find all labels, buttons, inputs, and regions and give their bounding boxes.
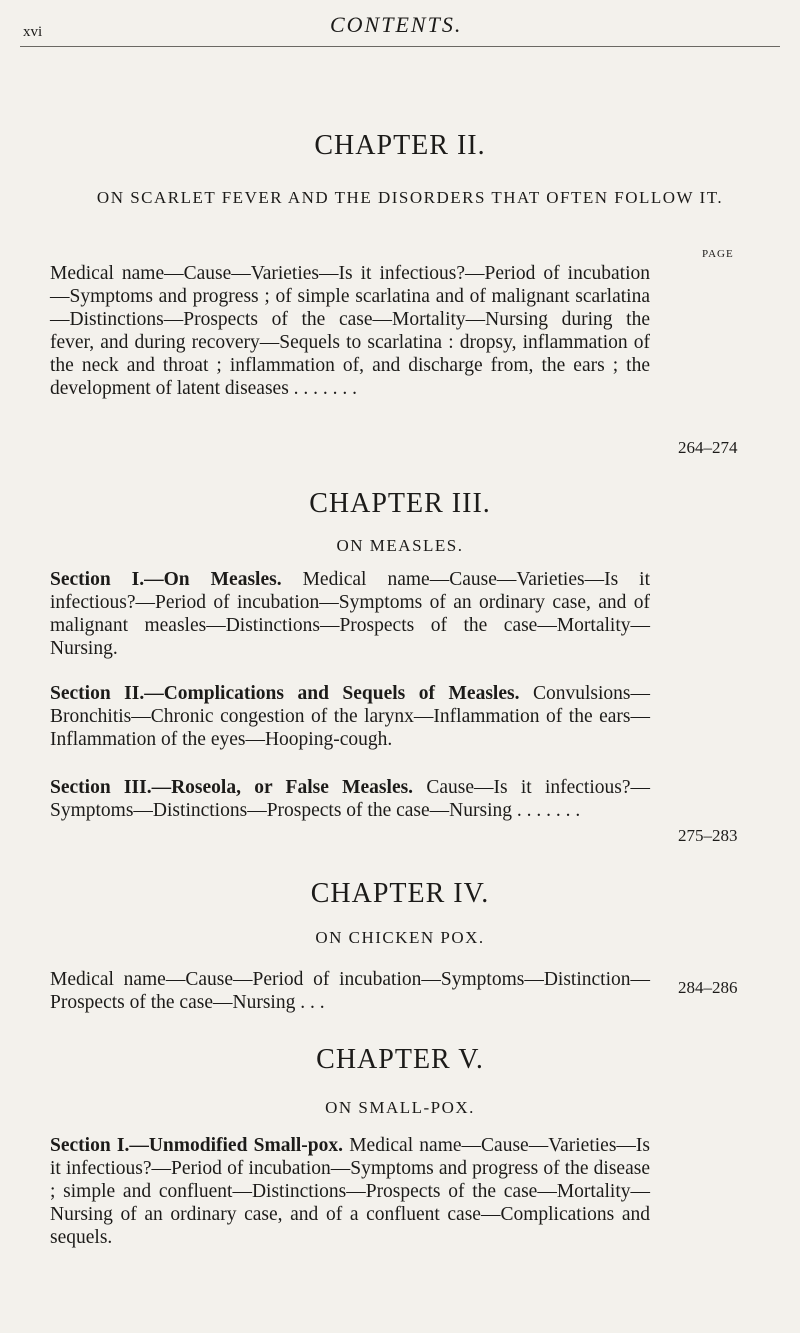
chapter-3-pages: 275–283 (678, 826, 738, 845)
chapter-3-subtitle: ON MEASLES. (336, 536, 464, 555)
section-lead: Section III.—Roseola, or False Measles. (50, 777, 414, 798)
section-lead: Section II.—Complications and Sequels of Measles. (50, 683, 520, 704)
chapter-2-subtitle: ON SCARLET FEVER AND THE DISORDERS THAT OFTEN FOLLOW IT. (96, 188, 724, 207)
chapter-3-section-3 (50, 776, 650, 822)
chapter-4-pages: 284–286 (678, 978, 738, 997)
section-text: Medical name—Cause—Varieties—Is it infectious?—Period of incubation—Symptoms and progress of the disease ; simple and confluent—Distinctions—Prospects of the case—Mortality—Nursing of an ordinary case, and of a confluent case—Complications and sequels. (50, 1135, 650, 1248)
section-lead: Section I.—On Measles. (50, 569, 282, 590)
page-number: xvi (23, 24, 43, 40)
section-text: Cause—Is it infectious?—Symptoms—Distinctions—Prospects of the case—Nursing . . . . . . . (50, 777, 650, 821)
section-lead: Section I.—Unmodified Small-pox. (50, 1135, 344, 1156)
chapter-2-pages: 264–274 (678, 438, 738, 457)
chapter-2-title: CHAPTER II. (314, 130, 486, 161)
page-column-label: PAGE (702, 248, 734, 260)
section-text: Convulsions—Bronchitis—Chronic congestion of the larynx—Inflammation of the ears—Inflammation of the eyes—Hooping-cough. (50, 683, 650, 750)
chapter-3-title: CHAPTER III. (309, 488, 491, 519)
header-rule (20, 46, 780, 47)
chapter-3-section-2 (50, 682, 650, 751)
chapter-5-title: CHAPTER V. (316, 1044, 484, 1075)
entry-text: Medical name—Cause—Period of incubation—Symptoms—Distinction—Prospects of the case—Nursing . . . (50, 969, 650, 1013)
chapter-4-entry (50, 968, 650, 1014)
chapter-5-section-1 (50, 1134, 650, 1249)
chapter-2-entry (50, 262, 650, 400)
entry-text: Medical name—Cause—Varieties—Is it infectious?—Period of incubation—Symptoms and progress ; of simple scarlatina and of malignant scarlatina—Distinctions—Prospects of the case—Mortality—Nursing during the fever, and during recovery—Sequels to scarlatina : dropsy, inflammation of the neck and throat ; inflammation of, and discharge from, the ears ; the development of latent diseases . . . . . . . (50, 263, 650, 399)
running-title: CONTENTS. (330, 12, 463, 37)
chapter-4-subtitle: ON CHICKEN POX. (315, 928, 485, 947)
chapter-3-section-1 (50, 568, 650, 660)
chapter-4-title: CHAPTER IV. (310, 878, 490, 909)
section-text: Medical name—Cause—Varieties—Is it infectious?—Period of incubation—Symptoms of an ordinary case, and of malignant measles—Distinctions—Prospects of the case—Mortality—Nursing. (50, 569, 650, 659)
chapter-5-subtitle: ON SMALL-POX. (325, 1098, 475, 1117)
